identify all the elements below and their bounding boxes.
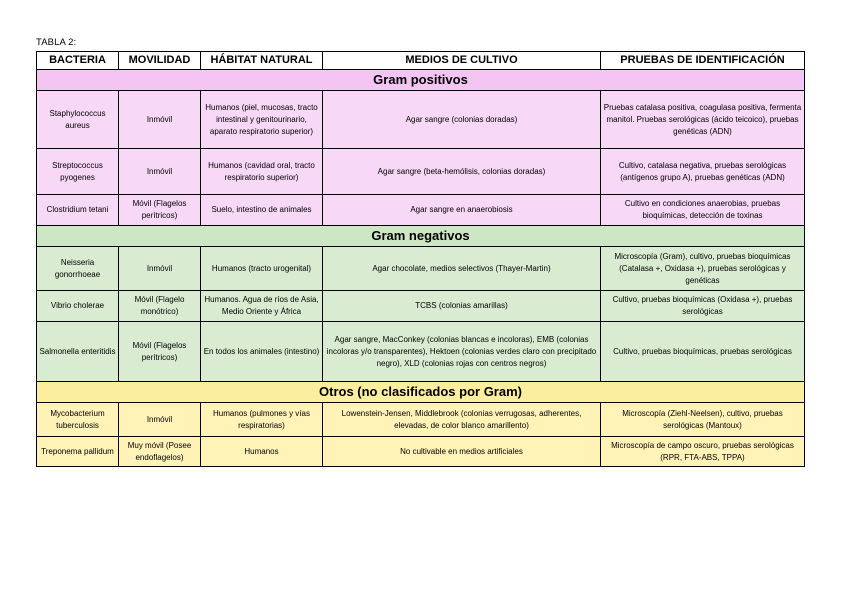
cell-pruebas: Microscopía (Ziehl-Neelsen), cultivo, pruebas serológicas (Mantoux) [601,403,805,437]
cell-habitat: Humanos (piel, mucosas, tracto intestinal y genitourinario, aparato respiratorio superior) [201,91,323,149]
cell-movilidad: Inmóvil [119,91,201,149]
cell-pruebas: Microscopía de campo oscuro, pruebas serológicas (RPR, FTA-ABS, TPPA) [601,437,805,467]
cell-bacteria: Streptococcus pyogenes [37,149,119,195]
table-row [37,403,805,437]
cell-bacteria: Neisseria gonorrhoeae [37,247,119,291]
section-title: Otros (no clasificados por Gram) [37,382,805,403]
cell-movilidad: Muy móvil (Posee endoflagelos) [119,437,201,467]
cell-pruebas: Cultivo en condiciones anaerobias, pruebas bioquímicas, detección de toxinas [601,195,805,226]
header-movilidad: MOVILIDAD [119,52,201,70]
cell-medios: Lowenstein-Jensen, Middlebrook (colonias verrugosas, adherentes, elevadas, de color blanco amarillento) [323,403,601,437]
cell-medios: Agar sangre, MacConkey (colonias blancas e incoloras), EMB (colonias incoloras y/o transparentes), Hektoen (colonias verdes claro con precipitado negro), XLD (colonias rojas con centros negros) [323,322,601,382]
cell-movilidad: Móvil (Flagelo monótrico) [119,291,201,322]
cell-bacteria: Salmonella enteritidis [37,322,119,382]
cell-pruebas: Microscopía (Gram), cultivo, pruebas bioquímicas (Catalasa +, Oxidasa +), pruebas serológicas y genéticas [601,247,805,291]
cell-pruebas: Cultivo, pruebas bioquímicas (Oxidasa +), pruebas serológicas [601,291,805,322]
cell-medios: TCBS (colonias amarillas) [323,291,601,322]
table-row [37,322,805,382]
cell-habitat: Humanos (tracto urogenital) [201,247,323,291]
section-row-gram-positivos [37,70,805,91]
header-pruebas: PRUEBAS DE IDENTIFICACIÓN [601,52,805,70]
table-row [37,195,805,226]
bacteria-table [36,51,805,467]
header-bacteria: BACTERIA [37,52,119,70]
cell-movilidad: Inmóvil [119,149,201,195]
cell-pruebas: Cultivo, catalasa negativa, pruebas serológicas (antígenos grupo A), pruebas genéticas (ADN) [601,149,805,195]
header-medios: MEDIOS DE CULTIVO [323,52,601,70]
table-row [37,437,805,467]
cell-bacteria: Treponema pallidum [37,437,119,467]
cell-movilidad: Móvil (Flagelos perítricos) [119,322,201,382]
cell-medios: Agar chocolate, medios selectivos (Thayer-Martin) [323,247,601,291]
cell-pruebas: Pruebas catalasa positiva, coagulasa positiva, fermenta manitol. Pruebas serológicas (ácido teicoico), pruebas genéticas (ADN) [601,91,805,149]
header-habitat: HÁBITAT NATURAL [201,52,323,70]
cell-pruebas: Cultivo, pruebas bioquímicas, pruebas serológicas [601,322,805,382]
cell-bacteria: Vibrio cholerae [37,291,119,322]
section-row-otros [37,382,805,403]
cell-habitat: Humanos (pulmones y vías respiratorias) [201,403,323,437]
header-row [37,52,805,70]
cell-movilidad: Móvil (Flagelos perítricos) [119,195,201,226]
cell-medios: Agar sangre (beta-hemólisis, colonias doradas) [323,149,601,195]
table-row [37,247,805,291]
cell-habitat: Suelo, intestino de animales [201,195,323,226]
cell-bacteria: Clostridium tetani [37,195,119,226]
cell-habitat: Humanos [201,437,323,467]
cell-bacteria: Mycobacterium tuberculosis [37,403,119,437]
cell-habitat: Humanos. Agua de ríos de Asia, Medio Oriente y África [201,291,323,322]
section-row-gram-negativos [37,226,805,247]
section-title: Gram positivos [37,70,805,91]
section-title: Gram negativos [37,226,805,247]
cell-movilidad: Inmóvil [119,247,201,291]
cell-medios: Agar sangre (colonias doradas) [323,91,601,149]
table-row [37,149,805,195]
cell-bacteria: Staphylococcus aureus [37,91,119,149]
cell-medios: No cultivable en medios artificiales [323,437,601,467]
cell-medios: Agar sangre en anaerobiosis [323,195,601,226]
table-caption: TABLA 2: [36,37,77,48]
cell-movilidad: Inmóvil [119,403,201,437]
table-row [37,291,805,322]
cell-habitat: Humanos (cavidad oral, tracto respiratorio superior) [201,149,323,195]
table-row [37,91,805,149]
cell-habitat: En todos los animales (intestino) [201,322,323,382]
